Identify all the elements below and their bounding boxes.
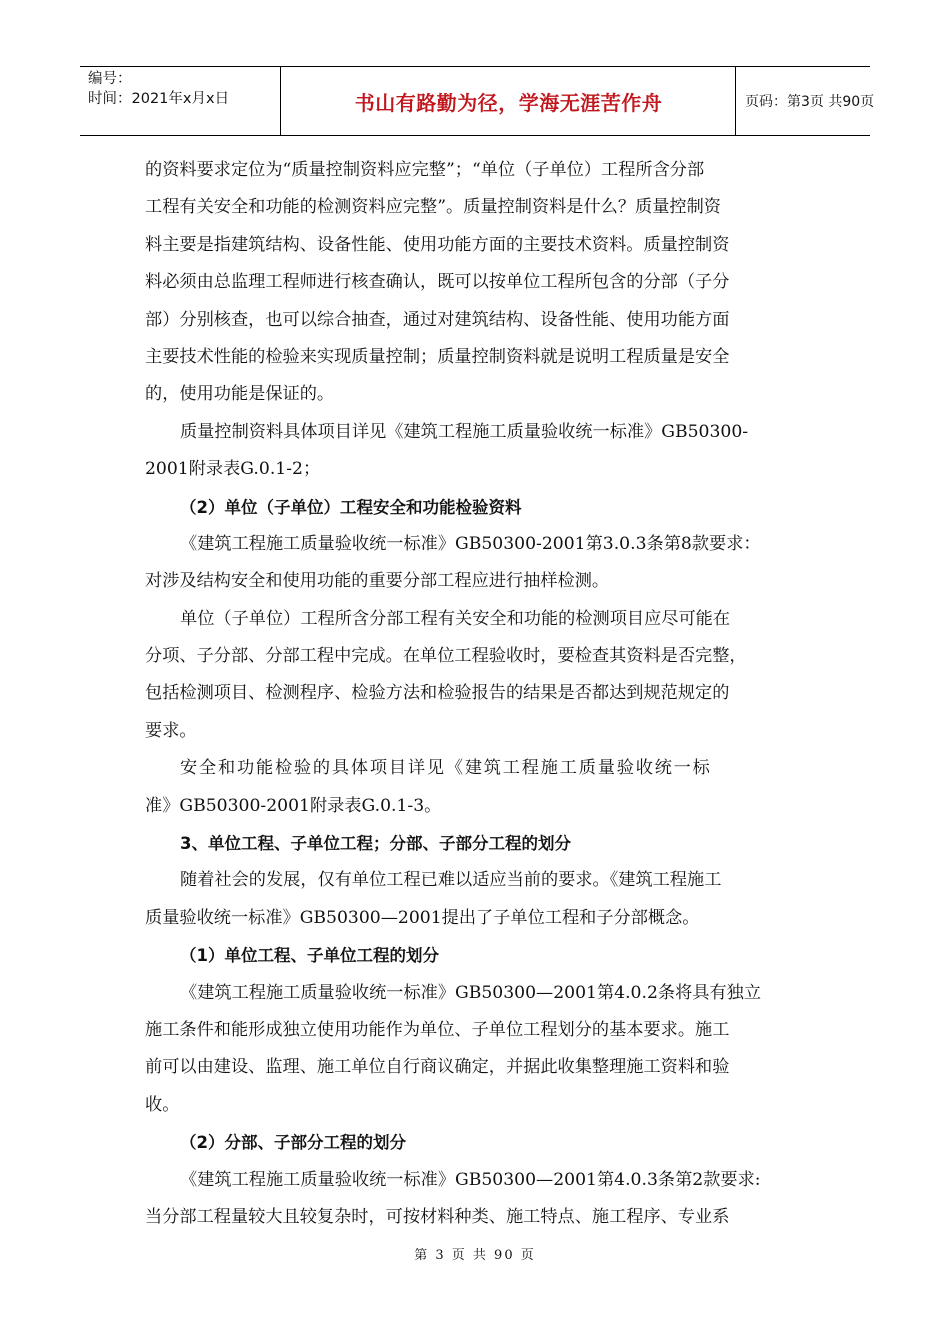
text-line: 的，使用功能是保证的。 [145, 384, 335, 405]
heading-text: （1）单位工程、子单位工程的划分 [180, 946, 439, 966]
paragraph [145, 152, 810, 414]
header-motto: 书山有路勤为径，学海无涯苦作舟 [282, 67, 736, 135]
text-line: 《建筑工程施工质量验收统一标准》GB50300—2001第4.0.3条第2款要求: [180, 1169, 761, 1190]
text-line: 施工条件和能形成独立使用功能作为单位、子单位工程划分的基本要求。施工 [145, 1019, 730, 1040]
paragraph [145, 862, 810, 937]
heading-text: 3、单位工程、子单位工程；分部、子部分工程的划分 [180, 834, 571, 854]
heading-text: （2）单位（子单位）工程安全和功能检验资料 [180, 497, 522, 517]
paragraph [145, 414, 810, 489]
text-line: 的资料要求定位为“质量控制资料应完整”；“单位（子单位）工程所含分部 [145, 160, 705, 180]
text-line: 料必须由总监理工程师进行核查确认，既可以按单位工程所包含的分部（子分 [145, 272, 730, 293]
text-line: 料主要是指建筑结构、设备性能、使用功能方面的主要技术资料。质量控制资 [145, 234, 730, 255]
paragraph [145, 975, 810, 1125]
header-table [80, 66, 875, 136]
text-line: 2001附录表G.0.1-2； [145, 459, 321, 480]
document-number-label: 编号： [88, 71, 132, 87]
section-heading [145, 825, 810, 862]
text-line: 部）分别核查，也可以综合抽查，通过对建筑结构、设备性能、使用功能方面 [145, 309, 730, 330]
text-line: 要求。 [145, 720, 197, 741]
text-line: 收。 [145, 1094, 180, 1115]
section-heading [145, 937, 810, 974]
text-line: 单位（子单位）工程所含分部工程有关安全和功能的检测项目应尽可能在 [180, 608, 731, 629]
document-body [145, 152, 810, 1236]
text-line: 主要技术性能的检验来实现质量控制；质量控制资料就是说明工程质量是安全 [145, 346, 730, 367]
text-line: 安全和功能检验的具体项目详见《建筑工程施工质量验收统一标 [180, 758, 712, 779]
paragraph [145, 1162, 810, 1237]
page-footer: 第 3 页 共 90 页 [414, 1248, 536, 1263]
header-info-cell [80, 67, 281, 135]
text-line: 当分部工程量较大且较复杂时，可按材料种类、施工特点、施工程序、专业系 [145, 1206, 730, 1227]
text-line: 质量验收统一标准》GB50300—2001提出了子单位工程和子分部概念。 [145, 907, 700, 928]
text-line: 前可以由建设、监理、施工单位自行商议确定，并据此收集整理施工资料和验 [145, 1057, 730, 1078]
paragraph [145, 526, 810, 601]
heading-text: （2）分部、子部分工程的划分 [180, 1133, 406, 1153]
text-line: 随着社会的发展，仅有单位工程已难以适应当前的要求。《建筑工程施工 [180, 870, 722, 891]
text-line: 《建筑工程施工质量验收统一标准》GB50300-2001第3.0.3条第8款要求： [180, 533, 761, 554]
text-line: 工程有关安全和功能的检测资料应完整”。质量控制资料是什么？质量控制资 [145, 197, 721, 218]
text-line: 包括检测项目、检测程序、检验方法和检验报告的结果是否都达到规范规定的 [145, 683, 730, 704]
paragraph [145, 601, 810, 751]
paragraph [145, 750, 810, 825]
section-heading [145, 1124, 810, 1161]
text-line: 准》GB50300-2001附录表G.0.1-3。 [145, 795, 442, 816]
text-line: 对涉及结构安全和使用功能的重要分部工程应进行抽样检测。 [145, 571, 610, 592]
text-line: 质量控制资料具体项目详见《建筑工程施工质量验收统一标准》GB50300- [180, 421, 749, 442]
header-page-info: 页码：第3页 共90页 [745, 94, 875, 110]
section-heading [145, 489, 810, 526]
document-date-label: 时间：2021年x月x日 [88, 91, 230, 107]
text-line: 分项、子分部、分部工程中完成。在单位工程验收时，要检查其资料是否完整， [145, 646, 747, 667]
text-line: 《建筑工程施工质量验收统一标准》GB50300—2001第4.0.2条将具有独立 [180, 982, 762, 1003]
